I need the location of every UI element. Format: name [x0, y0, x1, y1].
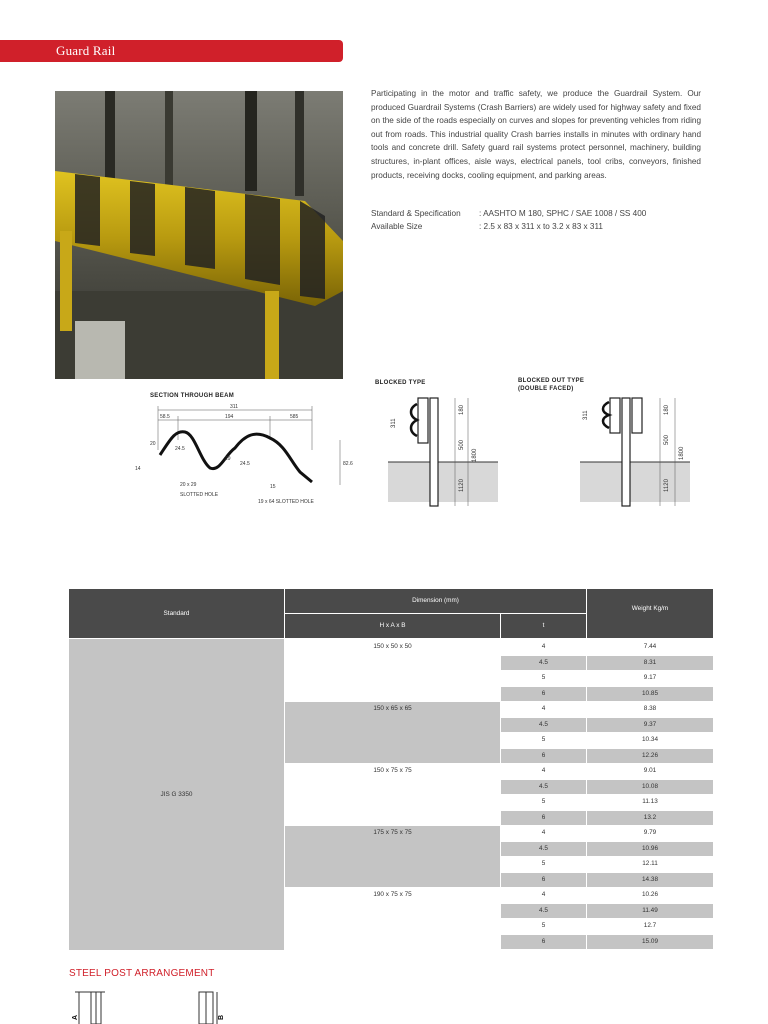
blocked-out-diagram: [575, 390, 695, 510]
guard-rail-photo: [55, 91, 343, 379]
post-embed-2: 1120: [664, 479, 670, 492]
header-dimension: Dimension (mm): [285, 589, 586, 613]
dim-hole1: 20 x 29: [180, 482, 197, 488]
blocked-out-title: BLOCKED OUT TYPE: [518, 378, 585, 384]
weight-cell: 12.7: [643, 922, 657, 929]
t-cell: 6: [501, 873, 586, 888]
steel-label-b: B: [218, 1014, 225, 1020]
spec-label: Available Size: [371, 222, 423, 231]
weight-cell: 12.26: [587, 749, 713, 764]
header-weight: Weight Kg/m: [587, 589, 713, 638]
spec-row: [371, 220, 646, 233]
t-cell: 6: [501, 811, 586, 826]
weight-cell: 10.85: [587, 687, 713, 702]
weight-cell: 9.01: [643, 767, 657, 774]
post-tall: 1800: [472, 448, 478, 462]
intro-paragraph: Participating in the motor and traffic safety, we produce the Guardrail System. Our produced Guardrail Systems (Crash Barriers) are widely used for highway safety and fixed on the side of the roads especially on curves and slopes for preventing vehicles from riding out from roads. This industrial quality Crash barries installs in minutes with ordinary hand tools and concrete drill. Safety guard rail systems protect personnel, machinery, building structures, in-plant offices, aisle ways, electrical panels, tool cribs, conveyors, finished products, receiving docks, cooling equipment, and parking areas.: [371, 89, 701, 180]
t-cell: 4: [541, 891, 546, 898]
weight-cell: 13.2: [587, 811, 713, 826]
hab-cell: 190 x 75 x 75: [373, 891, 412, 898]
t-cell: 4.5: [501, 718, 586, 733]
blocked-type-diagram: [383, 390, 503, 510]
t-cell: 4.5: [501, 656, 586, 671]
dim-c: 15: [270, 484, 276, 490]
t-cell: 4: [541, 767, 546, 774]
weight-cell: 12.11: [642, 860, 658, 867]
dim-hole1-label: SLOTTED HOLE: [180, 492, 219, 498]
post-w-2: 311: [583, 410, 589, 420]
spec-value: : 2.5 x 83 x 311 x to 3.2 x 83 x 311: [479, 222, 603, 231]
hab-cell: 150 x 75 x 75: [373, 767, 412, 774]
standard-cell: JIS G 3350: [69, 639, 284, 950]
dim-right: 585: [290, 414, 299, 420]
t-cell: 4: [541, 829, 546, 836]
t-cell: 5: [541, 736, 546, 743]
spec-table: [69, 589, 713, 951]
weight-cell: 8.38: [643, 705, 657, 712]
t-cell: 5: [541, 798, 546, 805]
t-cell: 6: [501, 687, 586, 702]
dim-d: 14: [135, 466, 141, 472]
t-cell: 4.5: [501, 904, 586, 919]
blocked-out-subtitle: (DOUBLE FACED): [518, 386, 574, 392]
t-cell: 5: [541, 674, 546, 681]
section-title: SECTION THROUGH BEAM: [150, 393, 234, 399]
post-embed: 1120: [459, 479, 465, 492]
post-top-2: 180: [664, 404, 670, 415]
blocked-type-title: BLOCKED TYPE: [375, 380, 426, 386]
weight-cell: 8.31: [587, 656, 713, 671]
t-cell: 6: [501, 935, 586, 950]
header-hab: H x A x B: [285, 614, 500, 638]
steel-post-title: STEEL POST ARRANGEMENT: [69, 968, 215, 979]
header-standard: Standard: [69, 589, 284, 638]
t-cell: 4.5: [501, 780, 586, 795]
weight-cell: 9.17: [643, 674, 657, 681]
dim-mid: 194: [225, 414, 234, 420]
steel-label-a: A: [72, 1014, 79, 1020]
dim-b: 29: [225, 456, 231, 462]
dim-r1: 24.5: [175, 446, 185, 452]
dim-left: 58.5: [160, 414, 170, 420]
weight-cell: 10.96: [587, 842, 713, 857]
weight-cell: 9.37: [587, 718, 713, 733]
weight-cell: 10.34: [642, 736, 658, 743]
weight-cell: 9.79: [643, 829, 657, 836]
spec-row: [371, 207, 646, 220]
hab-cell: 150 x 65 x 65: [285, 702, 500, 763]
dim-total: 311: [230, 404, 238, 410]
post-mid-2: 500: [664, 434, 670, 445]
section-banner: [0, 40, 343, 62]
weight-cell: 11.13: [642, 798, 658, 805]
dim-r2: 24.5: [240, 461, 250, 467]
spec-value: : AASHTO M 180, SPHC / SAE 1008 / SS 400: [479, 209, 647, 218]
dim-a: 20: [150, 441, 156, 447]
post-w: 311: [391, 418, 397, 428]
t-cell: 5: [541, 922, 546, 929]
weight-cell: 7.44: [643, 643, 657, 650]
header-t: t: [501, 614, 586, 638]
weight-cell: 10.08: [587, 780, 713, 795]
post-mid: 500: [459, 439, 465, 450]
t-cell: 4.5: [501, 842, 586, 857]
dim-hole2: 19 x 64 SLOTTED HOLE: [258, 499, 314, 505]
dim-height: 82.6: [343, 461, 353, 467]
t-cell: 6: [501, 749, 586, 764]
section-beam-diagram: [130, 400, 355, 510]
hab-cell: 150 x 50 x 50: [373, 643, 412, 650]
weight-cell: 11.49: [587, 904, 713, 919]
t-cell: 4: [541, 643, 546, 650]
t-cell: 4: [541, 705, 546, 712]
hab-cell: 175 x 75 x 75: [285, 826, 500, 887]
banner-title: Guard Rail: [56, 43, 116, 58]
weight-cell: 10.26: [642, 891, 658, 898]
specs-list: [371, 207, 646, 233]
spec-label: Standard & Specification: [371, 209, 461, 218]
weight-cell: 15.09: [587, 935, 713, 950]
t-cell: 5: [541, 860, 546, 867]
steel-post-diagram: [69, 988, 249, 1024]
post-top: 180: [459, 404, 465, 415]
post-tall-2: 1800: [679, 446, 685, 460]
weight-cell: 14.38: [587, 873, 713, 888]
